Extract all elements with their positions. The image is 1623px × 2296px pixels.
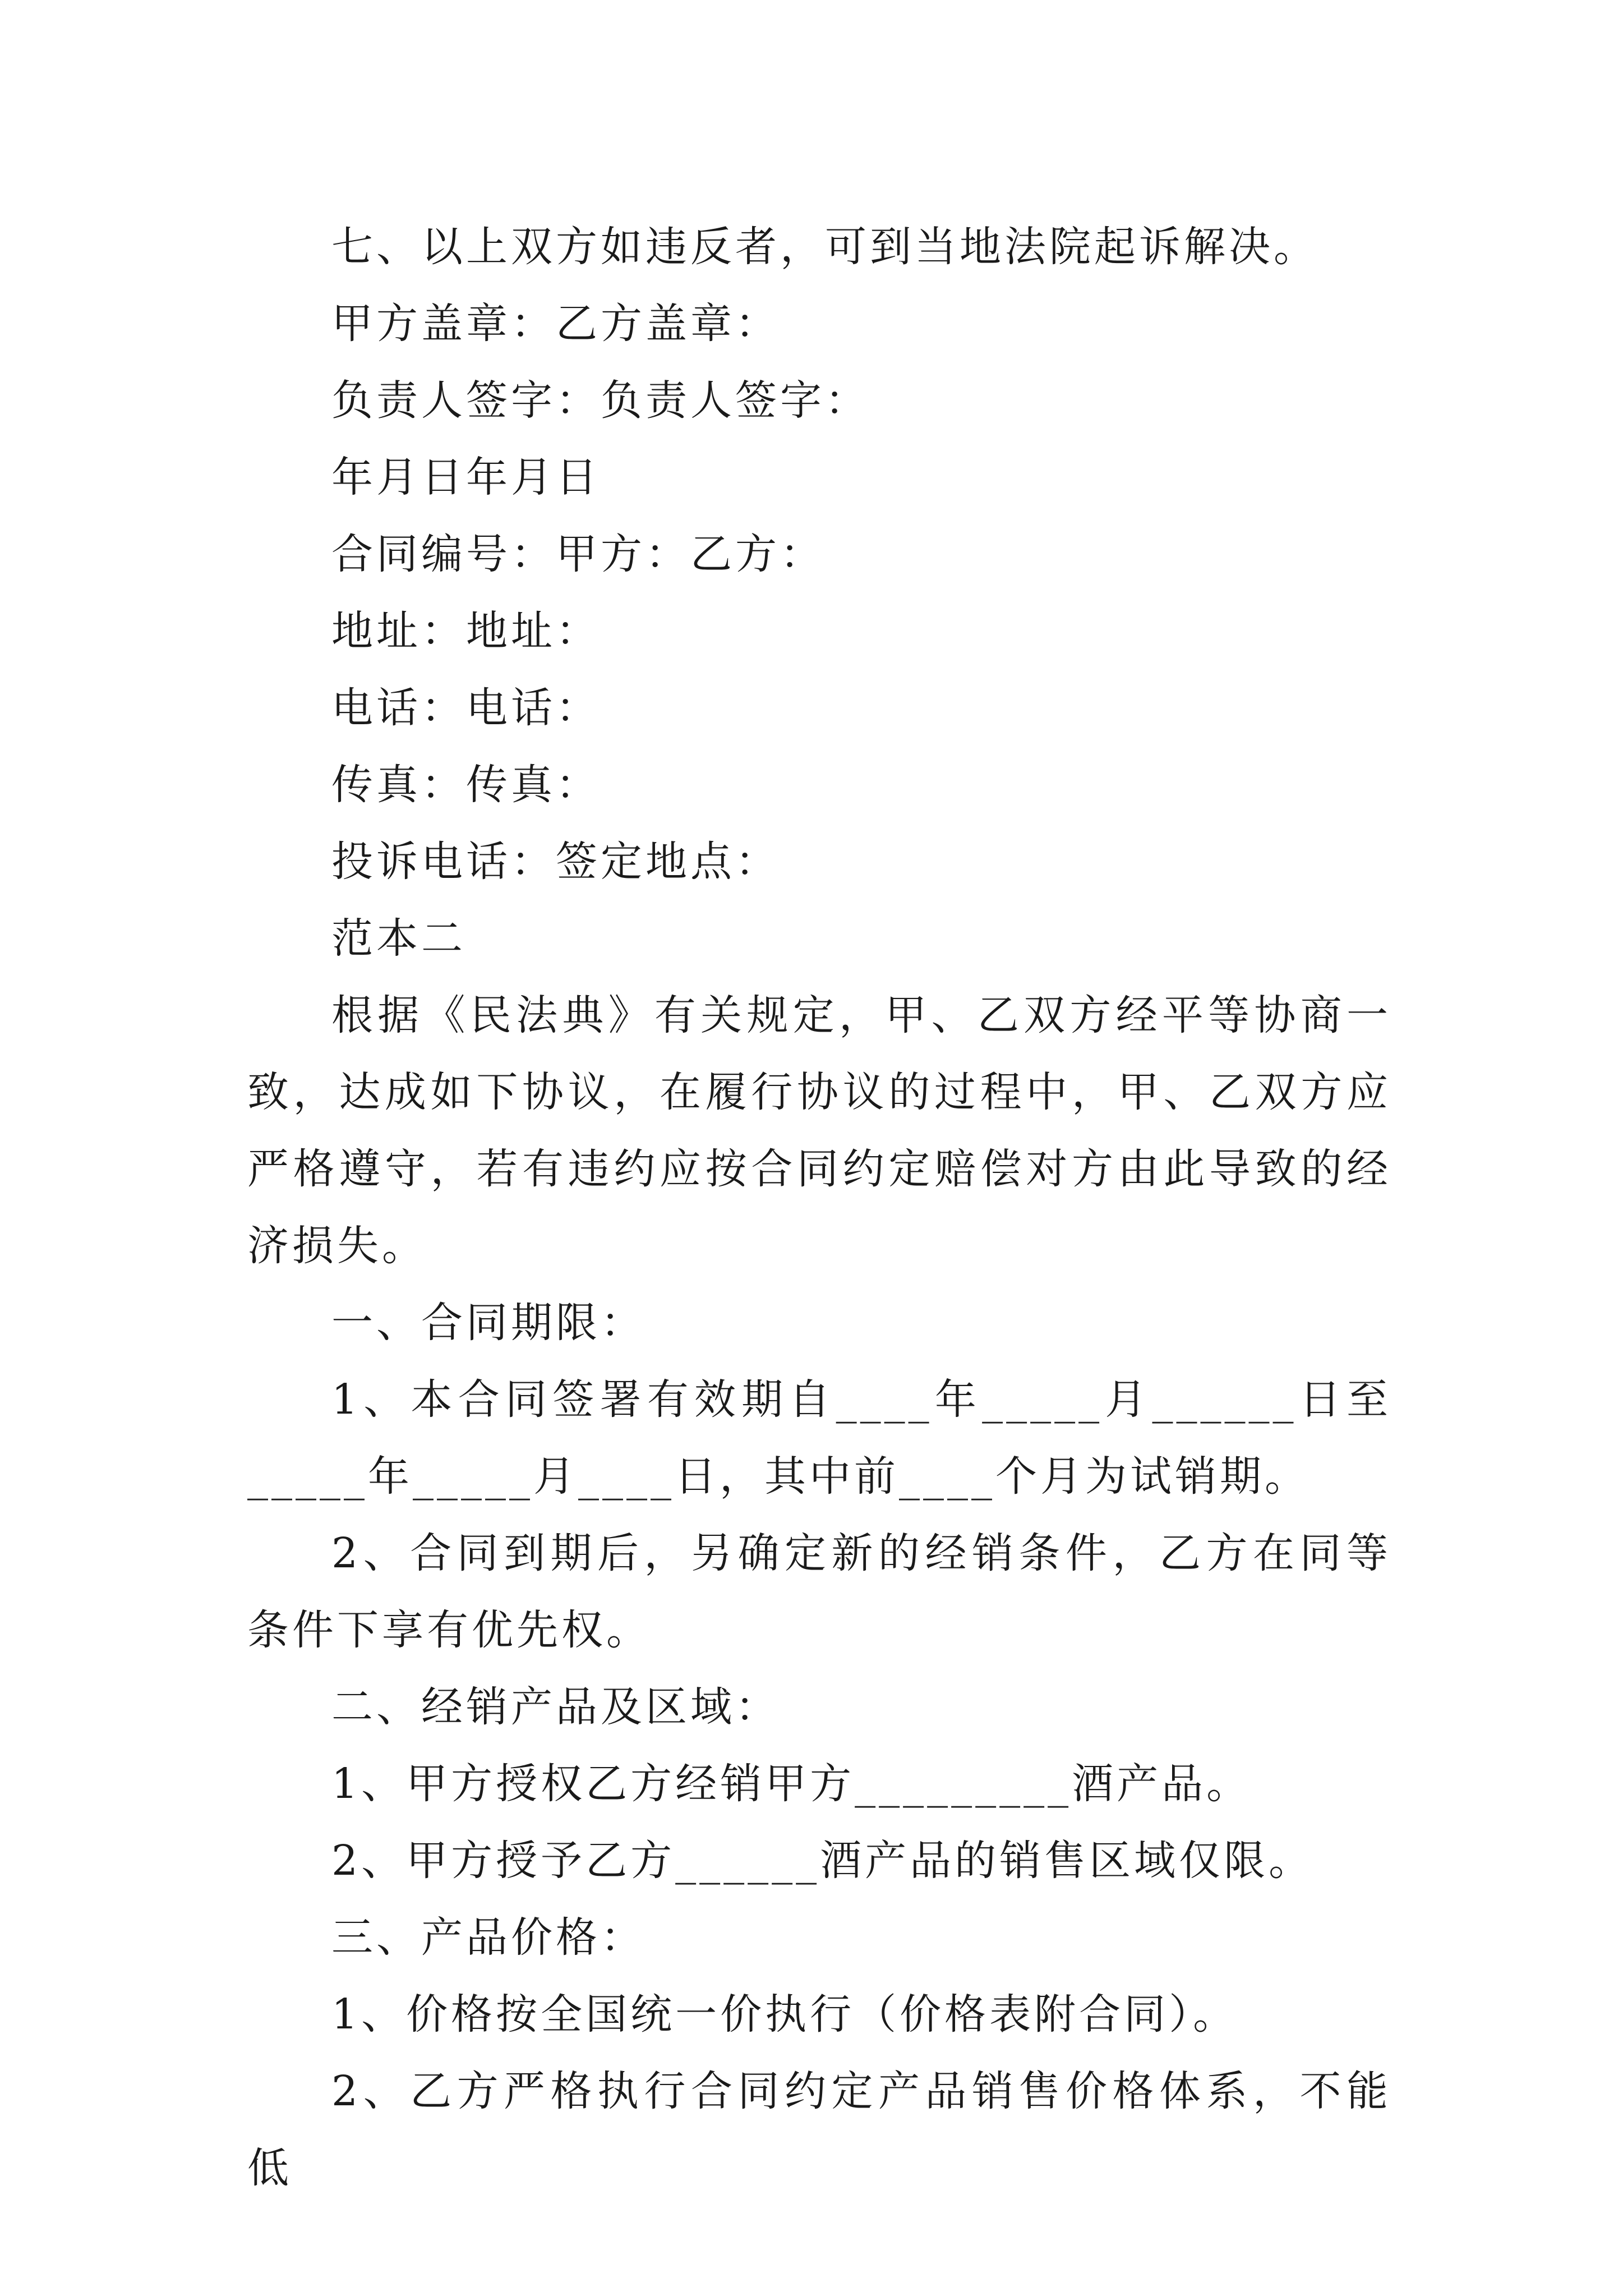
clause-paragraph: 2、甲方授予乙方______酒产品的销售区域仅限。 <box>331 1837 1314 1885</box>
clause-paragraph: 1、价格按全国统一价执行（价格表附合同）。 <box>331 1990 1238 2039</box>
fax-line: 传真：传真： <box>331 761 601 809</box>
address-line: 地址：地址： <box>331 607 601 655</box>
clause-paragraph: 七、以上双方如违反者，可到当地法院起诉解决。 <box>331 223 1318 271</box>
intro-paragraph: 根据《民法典》有关规定，甲、乙双方经平等协商一致，达成如下协议，在履行协议的过程中，甲、乙双方应严格遵守，若有违约应按合同约定赔偿对方由此导致的经济损失。 <box>247 991 1391 1270</box>
complaint-phone-line: 投诉电话：签定地点： <box>331 838 780 886</box>
clause-paragraph: 1、本合同签署有效期自____年_____月______日至_____年_____月____日，其中前____个月为试销期。 <box>247 1375 1391 1501</box>
document-body <box>247 209 1391 2207</box>
clause-paragraph: 1、甲方授权乙方经销甲方_________酒产品。 <box>331 1760 1252 1808</box>
section-heading-term: 一、合同期限： <box>331 1299 645 1347</box>
clause-paragraph: 2、合同到期后，另确定新的经销条件，乙方在同等条件下享有优先权。 <box>247 1529 1391 1654</box>
clause-paragraph: 2、乙方严格执行合同约定产品销售价格体系，不能低 <box>247 2067 1391 2192</box>
signature-seal-line: 甲方盖章：乙方盖章： <box>331 300 780 348</box>
date-line: 年月日年月日 <box>331 453 601 501</box>
signature-person-line: 负责人签字：负责人签字： <box>331 376 870 425</box>
phone-line: 电话：电话： <box>331 684 601 732</box>
section-heading-products: 二、经销产品及区域： <box>331 1683 780 1731</box>
template-heading: 范本二 <box>331 914 466 963</box>
section-heading-price: 三、产品价格： <box>331 1913 645 1962</box>
contract-number-line: 合同编号：甲方：乙方： <box>331 530 825 578</box>
